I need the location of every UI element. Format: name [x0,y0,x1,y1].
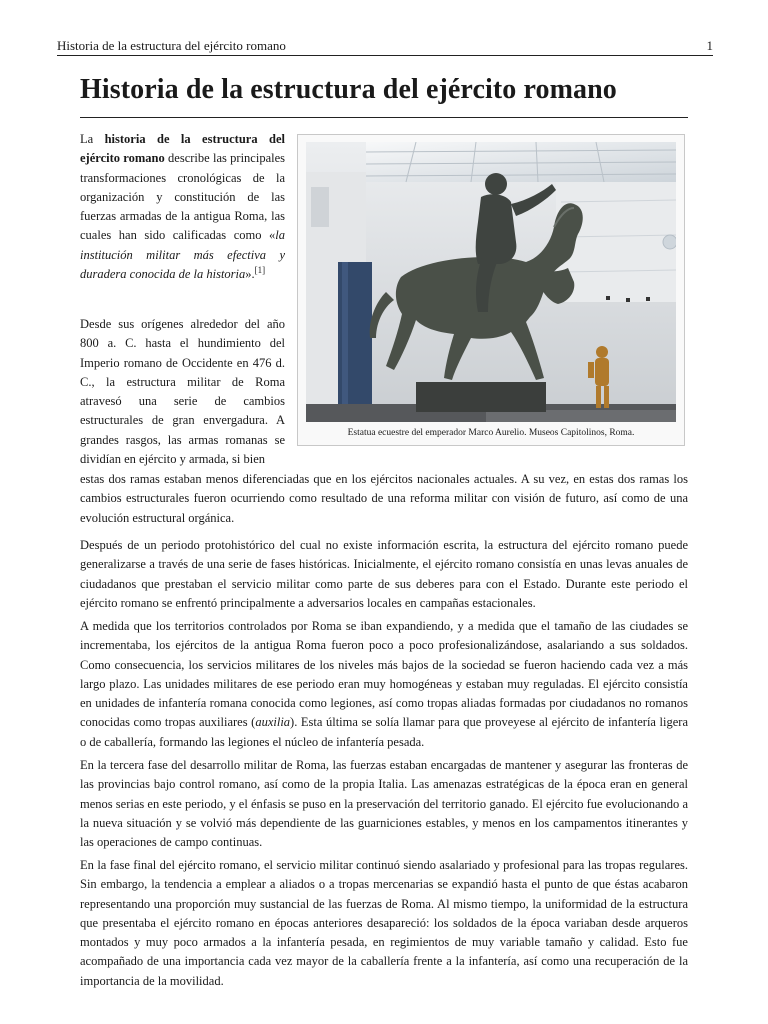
article-title: Historia de la estructura del ejército romano [80,74,617,105]
header-rule [57,55,713,56]
intro-bold-term: historia de la estructura del ejército romano [80,132,285,166]
marcus-aurelius-statue-image [306,142,676,422]
paragraph-2-narrow: Desde sus orígenes alrededor del año 800 a. C. hasta el hundimiento del Imperio romano de Occidente en 476 d. C., la estructura militar de Roma atravesó una serie de cambios estructurales de gran envergadura. A grandes rasgos, las armas romanas se dividían en ejército y armada, si bien [80,317,285,467]
running-header [57,38,713,56]
reference-link-1[interactable]: [1] [254,264,266,275]
paragraph-3: Después de un periodo protohistórico del cual no existe información escrita, la estructura del ejército romano puede generalizarse a través de una serie de fases históricas. Inicialmente, el ejército romano consistía en unas levas anuales de ciudadanos que prestaban el servicio militar como parte de sus deberes para con el Estado. Durante este periodo el ejército romano se enfrentó principalmente a adversarios locales en campañas estacionales. [80,538,688,610]
intro-end: ». [245,267,255,282]
paragraph-5: En la tercera fase del desarrollo militar de Roma, las fuerzas estaban encargadas de mantener y asegurar las fronteras de las provincias bajo control romano, así como de la propia Italia. Las amenazas estratégicas de la época eran en general menos serias en este periodo, y el énfasis se puso en la preservación del territorio ganado. El ejército fue evolucionando a la nueva situación y se volvió más dependiente de las guarniciones estables, y menos en los campamentos itinerantes y las operaciones de campo continuas. [80,758,688,850]
figure-caption: Estatua ecuestre del emperador Marco Aurelio. Museos Capitolinos, Roma. [347,428,635,438]
figure-frame [297,134,685,446]
page-number: 1 [706,38,713,53]
paragraph-4-text-b: ). Esta última se solía llamar para que proveyese al ejército de infantería ligera o de caballería, formando las legiones el núcleo de infantería pesada. [80,715,688,749]
running-header-title: Historia de la estructura del ejército romano [57,38,286,53]
paragraph-6: En la fase final del ejército romano, el servicio militar continuó siendo asalariado y profesional para las tropas regulares. Sin embargo, la tendencia a emplear a aliados o a tropas mercenarias se expandió hasta el punto de que éstas acabaron representando una proporción muy sustancial de las fuerzas de Roma. Al mismo tiempo, la uniformidad de la estructura que presentaba el ejército romano en épocas anteriores desapareció: los soldados de la época variaban desde arqueros montados y muy poco armados a la infantería pesada, en regimientos de muy variable tamaño y calidad. Esto fue acompañado de una importancia cada vez mayor de la caballería frente a la infantería, así como una recuperación de la importancia de la movilidad. [80,858,688,988]
title-rule [80,117,688,118]
paragraph-4-text-a: A medida que los territorios controlados por Roma se iban expandiendo, y a medida que el tamaño de las ciudades se incrementaba, los ejércitos de la antigua Roma fueron poco a poco profesionalizándose, asalariando a sus soldados. Como consecuencia, los servicios militares de los niveles más bajos de la sociedad se fueron haciendo cada vez a más largo plazo. Las unidades militares de ese periodo eran muy homogéneas y estaban muy reguladas. El ejército consistía en unidades de infantería romana conocida como legiones, así como tropas aliadas formadas por ciudadanos no romanos conocidas como tropas auxiliares ( [80,619,688,730]
paragraph-4 [80,617,688,752]
paragraph-2-continued: estas dos ramas estaban menos diferenciadas que en los ejércitos nacionales actuales. A su vez, en estas dos ramas los cambios estructurales fueron ocurriendo como resultado de una reforma militar con visión de futuro, así como de una evolución estructural orgánica. [80,472,688,525]
paragraph-4-italic: auxilia [255,715,291,730]
intro-lead: La [80,132,105,146]
intro-quote: la institución militar más efectiva y duradera conocida de la historia [80,228,285,282]
intro-text: describe las principales transformaciones cronológicas de la organización y constitución de las fuerzas armadas de la antigua Roma, las cuales han sido calificadas como « [80,151,285,243]
intro-paragraph [80,130,285,284]
